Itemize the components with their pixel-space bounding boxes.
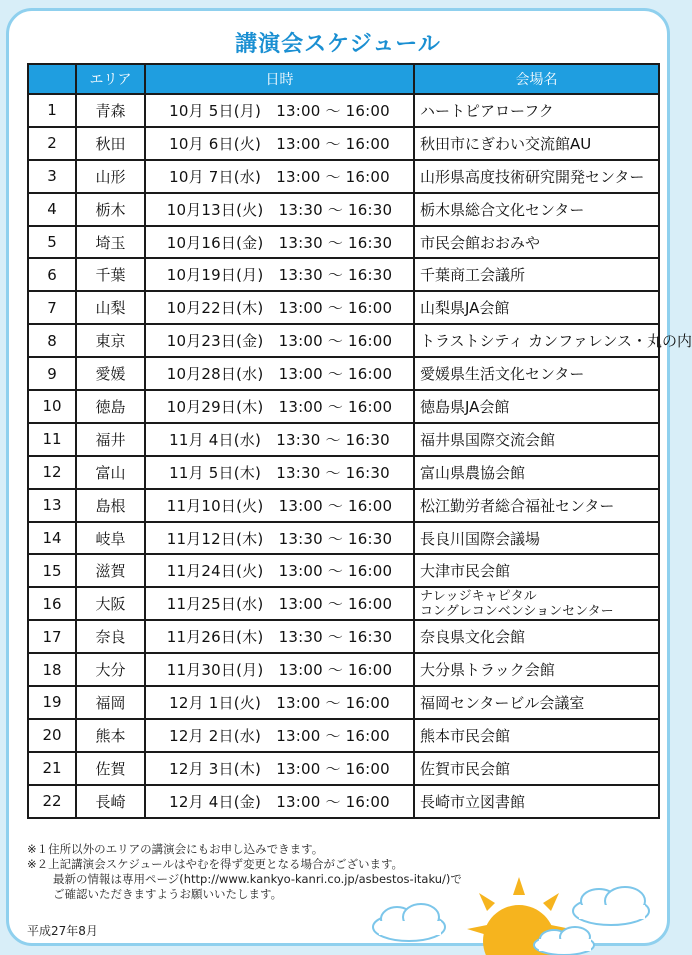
row-number: 15 [28, 554, 76, 587]
row-datetime: 11月 5日(木) 13:30 ～ 16:30 [145, 456, 414, 489]
row-datetime: 10月 6日(火) 13:00 ～ 16:00 [145, 127, 414, 160]
row-datetime: 10月13日(火) 13:30 ～ 16:30 [145, 193, 414, 226]
row-area: 福井 [76, 423, 145, 456]
row-datetime: 11月 4日(水) 13:30 ～ 16:30 [145, 423, 414, 456]
table-row [28, 587, 659, 620]
schedule-table [27, 63, 692, 819]
row-datetime: 11月30日(月) 13:00 ～ 16:00 [145, 653, 414, 686]
row-area: 福岡 [76, 686, 145, 719]
row-datetime: 10月19日(月) 13:30 ～ 16:30 [145, 258, 414, 291]
table-row [28, 653, 659, 686]
row-number: 14 [28, 522, 76, 555]
table-row [28, 686, 659, 719]
row-number: 4 [28, 193, 76, 226]
row-number: 5 [28, 226, 76, 259]
row-area: 青森 [76, 94, 145, 127]
row-venue: 千葉商工会議所 [414, 258, 659, 291]
table-row [28, 226, 659, 259]
row-number: 9 [28, 357, 76, 390]
row-area: 岐阜 [76, 522, 145, 555]
table-row [28, 785, 659, 818]
row-datetime: 10月28日(水) 13:00 ～ 16:00 [145, 357, 414, 390]
table-row [28, 489, 659, 522]
row-venue: 山形県高度技術研究開発センター [414, 160, 659, 193]
row-venue: 愛媛県生活文化センター [414, 357, 659, 390]
row-venue: 長良川国際会議場 [414, 522, 659, 555]
row-area: 滋賀 [76, 554, 145, 587]
row-datetime: 11月10日(火) 13:00 ～ 16:00 [145, 489, 414, 522]
table-row [28, 258, 659, 291]
row-datetime: 11月24日(火) 13:00 ～ 16:00 [145, 554, 414, 587]
table-row [28, 522, 659, 555]
row-number: 2 [28, 127, 76, 160]
table-row [28, 357, 659, 390]
row-number: 16 [28, 587, 76, 620]
row-area: 山形 [76, 160, 145, 193]
row-venue: 山梨県JA会館 [414, 291, 659, 324]
row-venue [414, 587, 659, 620]
row-area: 長崎 [76, 785, 145, 818]
table-header-row [28, 64, 659, 94]
row-venue: トラストシティ カンファレンス・丸の内 [414, 324, 659, 357]
row-datetime: 11月12日(木) 13:30 ～ 16:30 [145, 522, 414, 555]
issue-date: 平成27年8月 [27, 924, 98, 938]
row-venue: 秋田市にぎわい交流館AU [414, 127, 659, 160]
row-area: 秋田 [76, 127, 145, 160]
table-row [28, 554, 659, 587]
sun-and-clouds-illustration [349, 871, 669, 951]
row-area: 熊本 [76, 719, 145, 752]
row-datetime: 10月 5日(月) 13:00 ～ 16:00 [145, 94, 414, 127]
row-datetime: 10月 7日(水) 13:00 ～ 16:00 [145, 160, 414, 193]
table-row [28, 127, 659, 160]
table-row [28, 719, 659, 752]
row-area: 栃木 [76, 193, 145, 226]
row-venue: 大分県トラック会館 [414, 653, 659, 686]
row-number: 20 [28, 719, 76, 752]
table-row [28, 291, 659, 324]
table-row [28, 160, 659, 193]
row-number: 12 [28, 456, 76, 489]
header-no [28, 64, 76, 94]
table-row [28, 193, 659, 226]
cloud-icon-right [573, 887, 649, 925]
row-datetime: 12月 2日(水) 13:00 ～ 16:00 [145, 719, 414, 752]
schedule-card [6, 8, 692, 946]
row-venue-line-1: ナレッジキャピタル [420, 588, 537, 604]
row-datetime: 12月 4日(金) 13:00 ～ 16:00 [145, 785, 414, 818]
row-venue: 福岡センタービル会議室 [414, 686, 659, 719]
table-row [28, 324, 659, 357]
row-area: 大分 [76, 653, 145, 686]
table-row [28, 752, 659, 785]
table-row [28, 423, 659, 456]
row-area: 愛媛 [76, 357, 145, 390]
row-datetime: 10月22日(木) 13:00 ～ 16:00 [145, 291, 414, 324]
row-venue: 奈良県文化会館 [414, 620, 659, 653]
row-number: 1 [28, 94, 76, 127]
row-venue-line-2: コングレコンベンションセンター [420, 603, 614, 619]
row-datetime: 10月23日(金) 13:00 ～ 16:00 [145, 324, 414, 357]
row-area: 山梨 [76, 291, 145, 324]
row-number: 10 [28, 390, 76, 423]
row-area: 埼玉 [76, 226, 145, 259]
row-venue: 富山県農協会館 [414, 456, 659, 489]
row-number: 13 [28, 489, 76, 522]
row-number: 18 [28, 653, 76, 686]
row-number: 17 [28, 620, 76, 653]
row-number: 3 [28, 160, 76, 193]
row-datetime: 12月 3日(木) 13:00 ～ 16:00 [145, 752, 414, 785]
row-area: 東京 [76, 324, 145, 357]
page-title: 講演会スケジュール [235, 32, 441, 57]
row-venue: 熊本市民会館 [414, 719, 659, 752]
row-venue: 長崎市立図書館 [414, 785, 659, 818]
row-venue: 松江勤労者総合福祉センター [414, 489, 659, 522]
row-venue: 市民会館おおみや [414, 226, 659, 259]
row-number: 8 [28, 324, 76, 357]
row-area: 佐賀 [76, 752, 145, 785]
row-datetime: 10月16日(金) 13:30 ～ 16:30 [145, 226, 414, 259]
row-venue: 福井県国際交流会館 [414, 423, 659, 456]
row-number: 19 [28, 686, 76, 719]
row-datetime: 12月 1日(火) 13:00 ～ 16:00 [145, 686, 414, 719]
row-area: 徳島 [76, 390, 145, 423]
note-2-line-2: 最新の情報は専用ページ(http://www.kankyo-kanri.co.jp/asbestos-itaku/)で [53, 872, 462, 886]
header-datetime: 日時 [145, 64, 414, 94]
row-area: 大阪 [76, 587, 145, 620]
row-number: 11 [28, 423, 76, 456]
table-row [28, 390, 659, 423]
row-venue: 栃木県総合文化センター [414, 193, 659, 226]
row-datetime: 10月29日(木) 13:00 ～ 16:00 [145, 390, 414, 423]
row-venue: ハートピアローフク [414, 94, 659, 127]
row-number: 7 [28, 291, 76, 324]
row-area: 千葉 [76, 258, 145, 291]
header-area: エリア [76, 64, 145, 94]
row-area: 島根 [76, 489, 145, 522]
row-datetime: 11月26日(木) 13:30 ～ 16:30 [145, 620, 414, 653]
row-venue: 徳島県JA会館 [414, 390, 659, 423]
row-area: 富山 [76, 456, 145, 489]
note-2-line-3: ご確認いただきますようお願いいたします。 [53, 887, 283, 901]
row-venue: 大津市民会館 [414, 554, 659, 587]
cloud-icon-left [373, 904, 445, 941]
table-row [28, 456, 659, 489]
row-number: 6 [28, 258, 76, 291]
row-number: 22 [28, 785, 76, 818]
note-1: ※１住所以外のエリアの講演会にもお申し込みできます。 [27, 842, 324, 856]
header-venue: 会場名 [414, 64, 659, 94]
table-row [28, 620, 659, 653]
row-area: 奈良 [76, 620, 145, 653]
row-venue: 佐賀市民会館 [414, 752, 659, 785]
table-row [28, 94, 659, 127]
row-datetime: 11月25日(水) 13:00 ～ 16:00 [145, 587, 414, 620]
row-number: 21 [28, 752, 76, 785]
note-2: ※２上記講演会スケジュールはやむを得ず変更となる場合がございます。 [27, 857, 404, 871]
